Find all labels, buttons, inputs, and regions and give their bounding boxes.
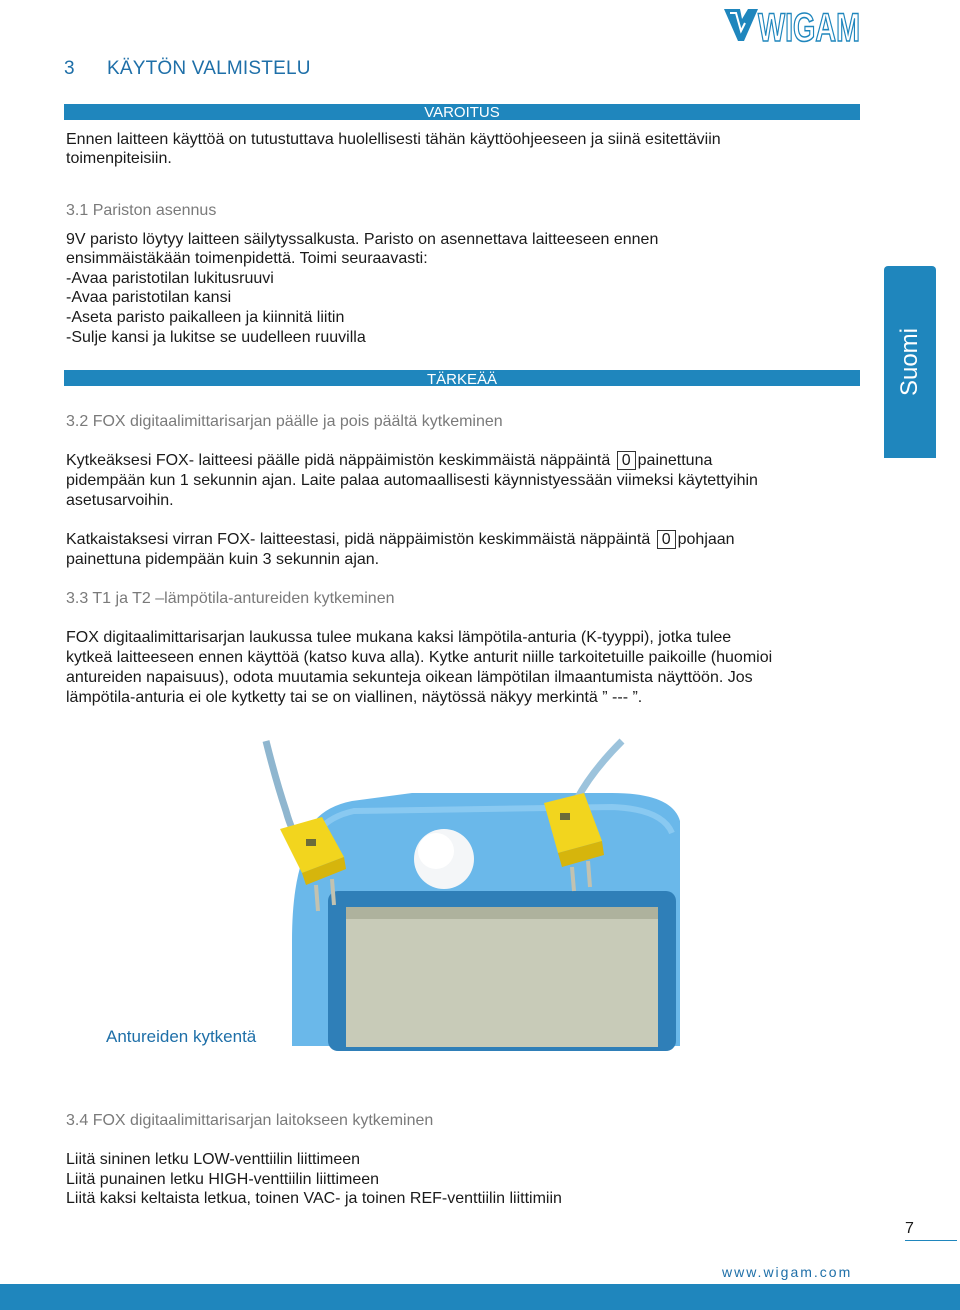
page-number: 7 bbox=[905, 1220, 914, 1237]
wigam-logo-text: WIGAM bbox=[758, 6, 860, 50]
section-title-text: KÄYTÖN VALMISTELU bbox=[107, 58, 311, 79]
s32-p2-after: pohjaan bbox=[677, 531, 735, 548]
warning-text-1: Ennen laitteen käyttöä on tutustuttava huolellisesti tähän käyttöohjeeseen ja siinä esitettäviin bbox=[66, 131, 721, 148]
s32-p1-line-3: asetusarvoihin. bbox=[66, 492, 174, 509]
language-tab bbox=[884, 266, 936, 458]
important-bar bbox=[64, 370, 860, 386]
s31-line-2: ensimmäistäkään toimenpidettä. Toimi seuraavasti: bbox=[66, 250, 428, 267]
s32-p1-after: painettuna bbox=[637, 452, 713, 469]
device-screen bbox=[346, 907, 658, 1047]
figure-caption: Antureiden kytkentä bbox=[106, 1027, 257, 1046]
key-0-symbol: 0 bbox=[617, 451, 636, 470]
heading-3-4: 3.4 FOX digitaalimittarisarjan laitokseen kytkeminen bbox=[66, 1112, 434, 1129]
s32-p1-before: Kytkeäksesi FOX- laitteesi päälle pidä näppäimistön keskimmäistä näppäintä bbox=[66, 452, 611, 469]
s31-line-4: -Avaa paristotilan kansi bbox=[66, 289, 232, 306]
heading-3-1: 3.1 Pariston asennus bbox=[66, 202, 217, 219]
s32-p2-line-2: painettuna pidempään kuin 3 sekunnin ajan. bbox=[66, 551, 380, 568]
wigam-logo-mark-icon bbox=[724, 9, 758, 41]
s31-line-3: -Avaa paristotilan lukitusruuvi bbox=[66, 270, 274, 287]
wigam-logo bbox=[722, 5, 862, 50]
s33-line-4: lämpötila-anturia ei ole kytketty tai se on viallinen, näytössä näkyy merkintä ” --- ”. bbox=[66, 689, 643, 706]
s32-p1-line-1 bbox=[66, 451, 712, 471]
s32-p2-before: Katkaistaksesi virran FOX- laitteestasi, pidä näppäimistön keskimmäistä näppäintä bbox=[66, 531, 651, 548]
s34-line-1: Liitä sininen letku LOW-venttiilin liittimeen bbox=[66, 1151, 361, 1168]
section-title bbox=[64, 58, 311, 80]
key-0-symbol: 0 bbox=[657, 530, 676, 549]
s33-line-3: antureiden napaisuus), odota muutamia sekunteja oikean lämpötilan ilmaantumista näyttöön. Jos bbox=[66, 669, 753, 686]
section-number: 3 bbox=[64, 58, 75, 79]
s33-line-2: kytkeä laitteeseen ennen käyttöä (katso kuva alla). Kytke anturit niille tarkoitetuille paikoille (huomioi bbox=[66, 649, 773, 666]
s32-p2-line-1 bbox=[66, 530, 735, 550]
warning-label: VAROITUS bbox=[424, 104, 500, 121]
footer-bar bbox=[0, 1284, 960, 1310]
s33-line-1: FOX digitaalimittarisarjan laukussa tulee mukana kaksi lämpötila-anturia (K-tyyppi), jotka tulee bbox=[66, 629, 732, 646]
heading-3-2: 3.2 FOX digitaalimittarisarjan päälle ja pois päältä kytkeminen bbox=[66, 413, 503, 430]
s34-line-2: Liitä punainen letku HIGH-venttiilin liittimeen bbox=[66, 1171, 380, 1188]
s34-line-3: Liitä kaksi keltaista letkua, toinen VAC- ja toinen REF-venttiilin liittimiin bbox=[66, 1190, 562, 1207]
footer-url-link[interactable]: www.wigam.com bbox=[722, 1264, 853, 1280]
page-number-rule bbox=[905, 1240, 957, 1241]
heading-3-3: 3.3 T1 ja T2 –lämpötila-antureiden kytkeminen bbox=[66, 590, 395, 607]
s31-line-6: -Sulje kansi ja lukitse se uudelleen ruuvilla bbox=[66, 329, 366, 346]
s31-line-5: -Aseta paristo paikalleen ja kiinnitä liitin bbox=[66, 309, 345, 326]
device-photo bbox=[262, 741, 680, 1046]
warning-bar bbox=[64, 104, 860, 120]
s31-line-1: 9V paristo löytyy laitteen säilytyssalkusta. Paristo on asennettava laitteeseen ennen bbox=[66, 231, 659, 248]
s32-p1-line-2: pidempään kun 1 sekunnin ajan. Laite palaa automaallisesti käynnistyessään viimeksi käytettyihin bbox=[66, 472, 758, 489]
warning-text-2: toimenpiteisiin. bbox=[66, 150, 172, 167]
language-tab-label: Suomi bbox=[896, 327, 923, 397]
important-label: TÄRKEÄÄ bbox=[426, 371, 498, 388]
